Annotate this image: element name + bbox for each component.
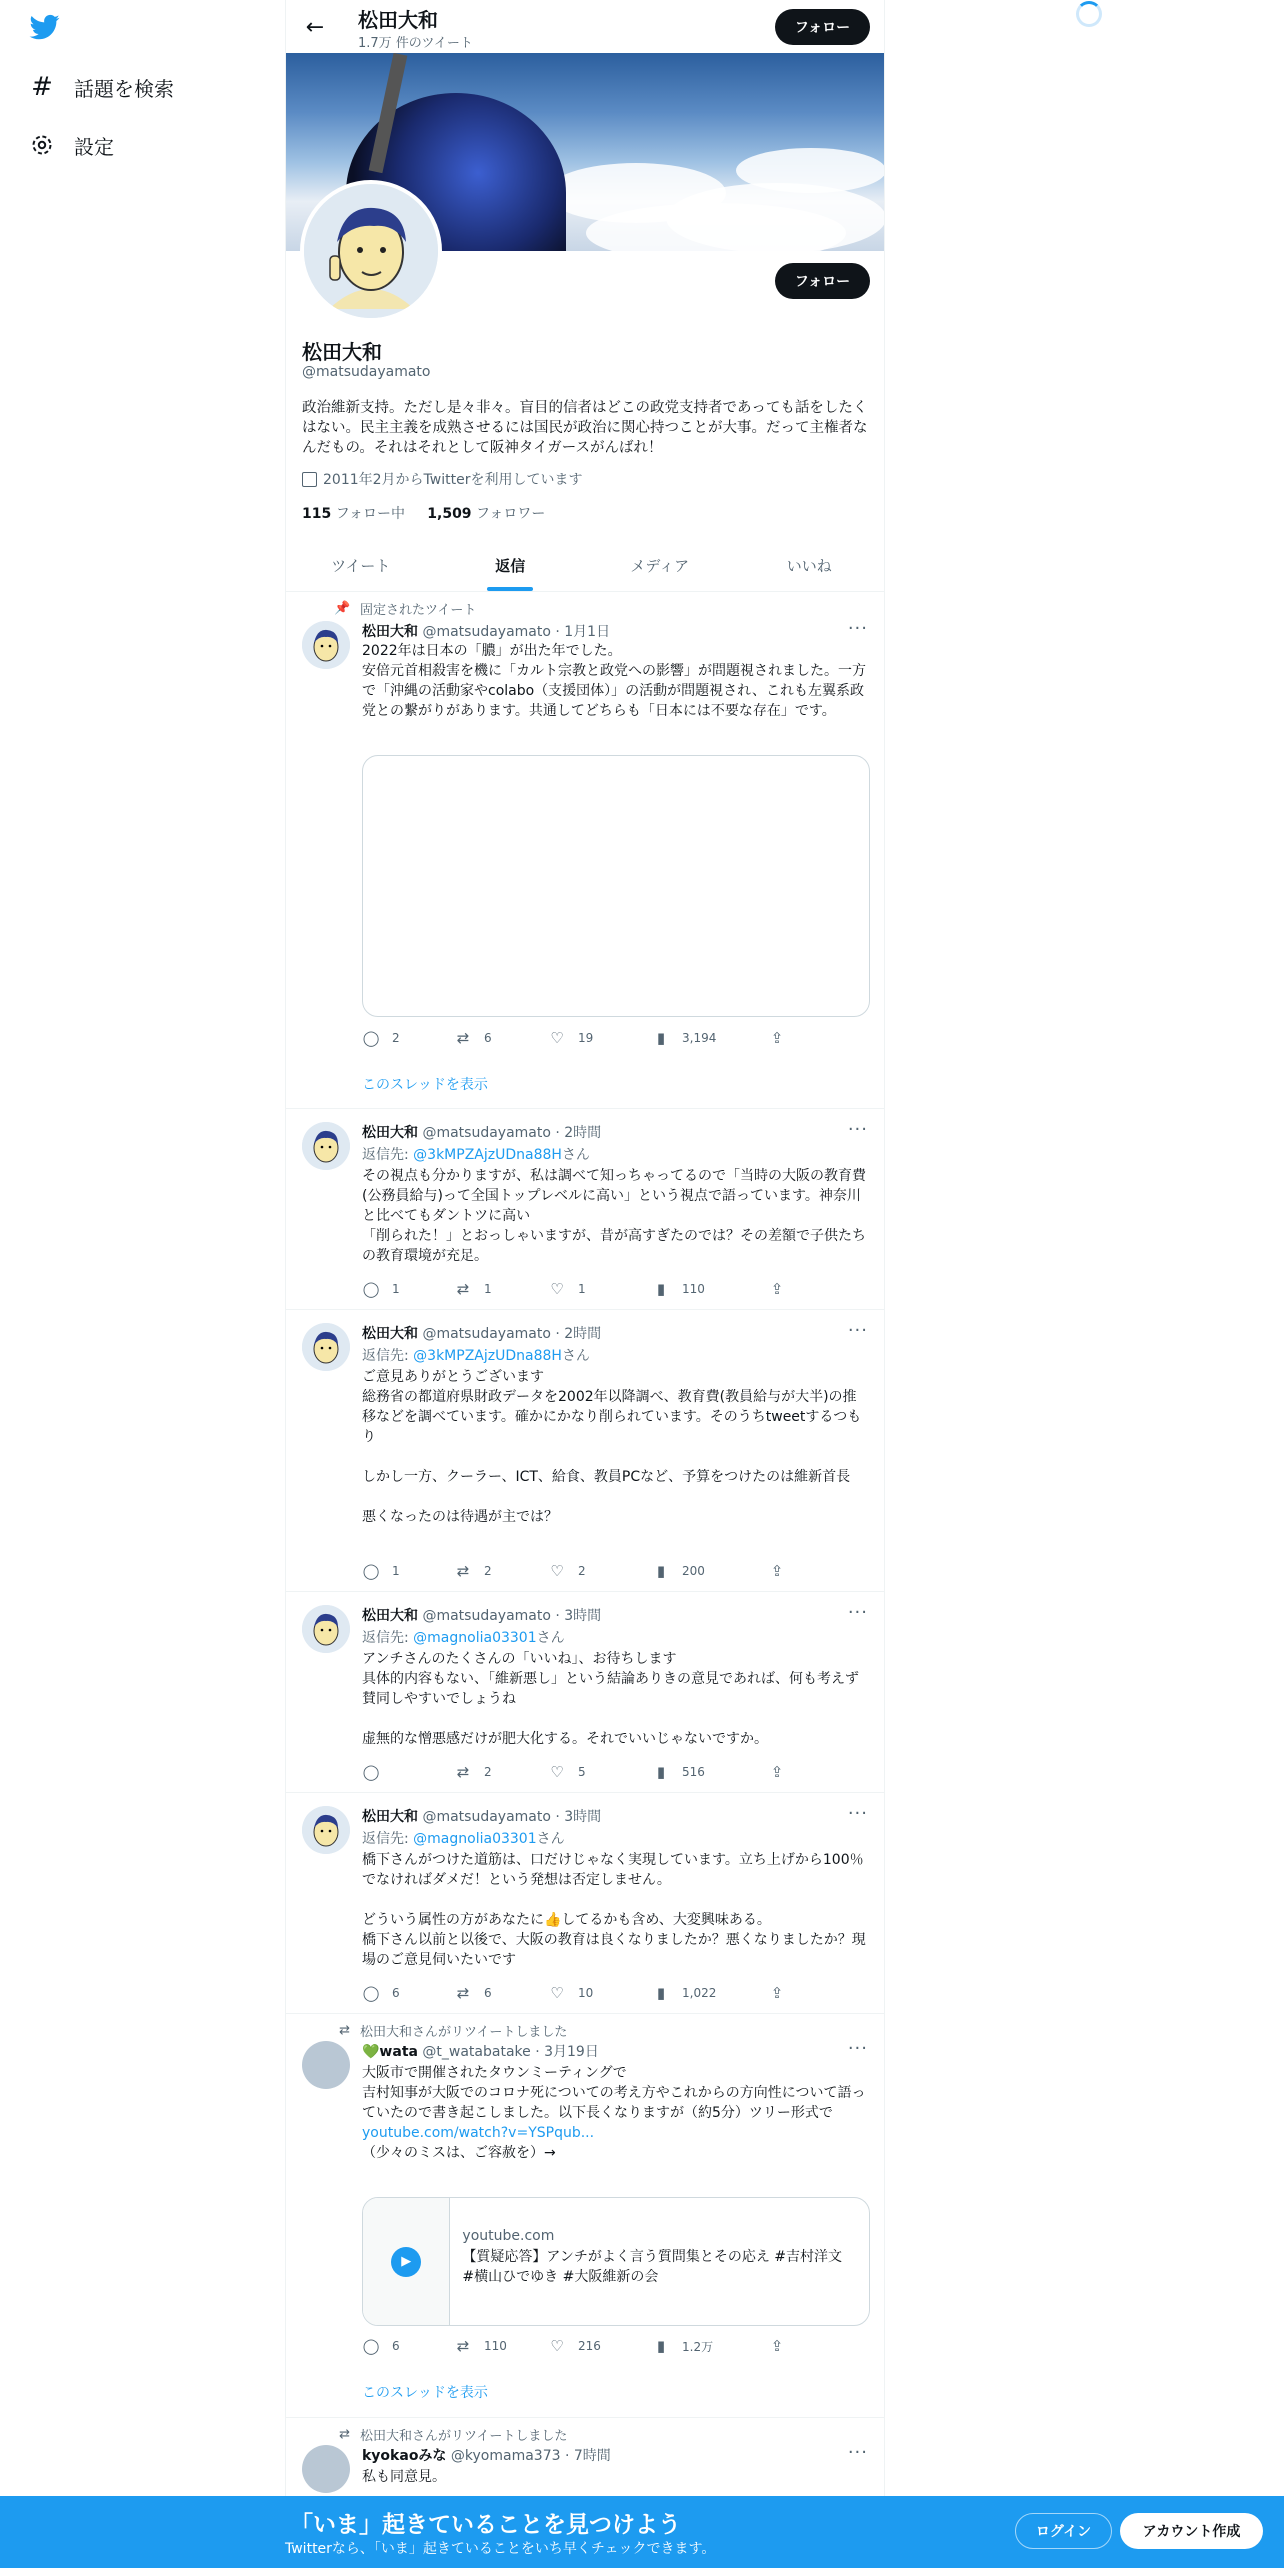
signup-banner [0,2496,1284,2568]
share-button[interactable] [768,1280,798,1298]
profile-timeline [285,0,885,2568]
tweet-header: 松田大和 @matsudayamato · 3時間 [362,1608,602,1624]
followers-link[interactable]: 1,509 フォロワー [427,506,546,522]
avatar[interactable] [302,1122,350,1170]
tab-likes[interactable]: いいね [786,557,832,575]
following-link[interactable]: 115 フォロー中 [302,506,405,522]
like-button[interactable]: ♡ 19 [548,1029,593,1047]
heart-icon: ♡ [550,2337,564,2355]
retweet-button[interactable]: ⇄ 1 [454,1280,492,1298]
views-button[interactable]: ▮ 3,194 [652,1029,716,1047]
reply-to: 返信先: @magnolia03301さん [362,1630,565,1646]
tweet-header: 松田大和 @matsudayamato · 3時間 [362,1809,602,1825]
reply-to: 返信先: @3kMPZAjzUDna88Hさん [362,1348,590,1364]
avatar[interactable] [302,2445,350,2493]
nav-explore-label: 話題を検索 [74,76,174,101]
reply-button[interactable]: ◯ 1 [362,1562,400,1580]
reply-to-mention[interactable]: @magnolia03301 [413,1831,537,1847]
retweet-icon: ⇄ [456,2337,470,2355]
like-button[interactable]: ♡ 216 [548,2337,601,2355]
reply-button[interactable] [362,1763,392,1781]
tweet-media[interactable] [362,755,870,1017]
tab-replies[interactable]: 返信 [436,540,586,591]
share-icon: ⇪ [770,1029,784,1047]
views-button[interactable]: ▮ 200 [652,1562,705,1580]
avatar[interactable] [302,1806,350,1854]
nav-settings[interactable] [28,120,114,170]
more-icon[interactable]: ··· [847,2442,868,2463]
tweet-reply[interactable] [286,1311,884,1592]
share-icon: ⇪ [770,2337,784,2355]
like-button[interactable]: ♡ 10 [548,1984,593,2002]
reply-icon: ◯ [362,1029,380,1047]
profile-joined [302,469,582,489]
views-icon: ▮ [656,2337,666,2355]
like-button[interactable]: ♡ 2 [548,1562,586,1580]
retweet-icon: ⇄ [456,1984,470,2002]
author-meta: @matsudayamato · 1月1日 [422,624,611,640]
share-button[interactable] [768,1984,798,2002]
retweet-context: ⇄ 松田大和さんがリツイートしました [334,2021,567,2040]
reply-button[interactable]: ◯ 6 [362,1984,400,2002]
tweet-text: 大阪市で開催されたタウンミーティングで 吉村知事が大阪でのコロナ死についての考え方やこれからの方向性について語っていたので書き起こしました。以下長くなりますが（約5分）ツリー形式で youtube.com/watch?v=YSPqub... （少々のミスは、ご容赦を）→ [362,2065,866,2161]
reply-to: 返信先: @3kMPZAjzUDna88Hさん [362,1147,590,1163]
tweet-actions [362,1984,802,2004]
more-icon[interactable]: ··· [847,1602,868,1623]
show-thread-link[interactable]: このスレッドを表示 [362,1077,488,1093]
pinned-context: 📌 固定されたツイート [334,601,477,618]
reply-to-mention[interactable]: @magnolia03301 [413,1630,537,1646]
signup-button[interactable]: アカウント作成 [1120,2513,1263,2549]
tweet-header [362,621,610,641]
login-button[interactable]: ログイン [1015,2513,1112,2549]
profile-stats [302,503,545,523]
views-icon: ▮ [656,1029,666,1047]
heart-icon: ♡ [550,1562,564,1580]
link-card[interactable] [362,2197,870,2326]
views-button[interactable]: ▮ 1.2万 [652,2337,713,2355]
hash-icon: # [31,72,53,102]
avatar[interactable] [302,621,350,669]
like-button[interactable]: ♡ 5 [548,1763,586,1781]
reply-icon: ◯ [362,1280,380,1298]
tweet-text: その視点も分かりますが、私は調べて知っちゃってるので「当時の大阪の教育費(公務員給与)って全国トップレベルに高い」という視点で語っています。神奈川と比べてもダントツに高い 「削られた！」とおっしゃいますが、昔が高すぎたのでは？その差額で子供たちの教育環境が充足。 [362,1168,866,1264]
like-button[interactable]: ♡ 1 [548,1280,586,1298]
tweet-header: 💚wata @t_watabatake · 3月19日 [362,2044,599,2060]
heart-icon: ♡ [550,1984,564,2002]
tweet-text: アンチさんのたくさんの「いいね」、お待ちします 具体的内容もない、「維新悪し」という結論ありきの意見であれば、何も考えず賛同しやすいでしょうね 虚無的な憎悪感だけが肥大化する。それでいいじゃないですか。 [362,1651,859,1747]
reply-icon: ◯ [362,2337,380,2355]
share-button[interactable] [768,2337,798,2355]
tweet-pinned[interactable] [286,593,884,1109]
reply-button[interactable]: ◯ 2 [362,1029,400,1047]
retweet-context: ⇄ 松田大和さんがリツイートしました [334,2425,567,2444]
banner-subtitle: Twitterなら、「いま」起きていることをいち早くチェックできます。 [285,2541,716,2557]
tab-media[interactable]: メディア [630,557,690,575]
views-button[interactable]: ▮ 1,022 [652,1984,716,2002]
reply-icon: ◯ [362,1562,380,1580]
views-button[interactable]: ▮ 110 [652,1280,705,1298]
retweet-button[interactable]: ⇄ 6 [454,1029,492,1047]
tweet-actions [362,2337,802,2357]
heart-icon: ♡ [550,1280,564,1298]
retweet-button[interactable]: ⇄ 2 [454,1562,492,1580]
play-icon: ▶ [391,2247,421,2277]
reply-icon: ◯ [362,1984,380,2002]
avatar[interactable] [302,1605,350,1653]
heart-icon: ♡ [550,1029,564,1047]
profile-handle: @matsudayamato [302,364,431,380]
card-title: 【質疑応答】アンチがよく言う質問集とその応え #吉村洋文 #横山ひでゆき #大阪維新の会 [462,2249,843,2285]
share-button[interactable] [768,1763,798,1781]
reply-to: 返信先: @magnolia03301さん [362,1831,565,1847]
card-domain: youtube.com [462,2228,555,2244]
tweet-header: 松田大和 @matsudayamato · 2時間 [362,1125,602,1141]
tweet-text: 橋下さんがつけた道筋は、口だけじゃなく実現しています。立ち上げから100％でなければダメだ！という発想は否定しません。 どういう属性の方があなたに👍してるかも含め、大変興味ある。 橋下さん以前と以後で、大阪の教育は良くなりましたか？悪くなりましたか？現場のご意見伺いたいです [362,1852,866,1968]
reply-button[interactable]: ◯ 6 [362,2337,400,2355]
header-tweet-count: 1.7万 件のツイート [358,36,473,51]
share-icon: ⇪ [770,1984,784,2002]
retweet-button[interactable]: ⇄ 2 [454,1763,492,1781]
nav-settings-label: 設定 [74,134,114,159]
more-icon[interactable]: ··· [847,2038,868,2059]
more-icon[interactable]: ··· [847,1803,868,1824]
retweet-button[interactable]: ⇄ 6 [454,1984,492,2002]
header-follow-button[interactable]: フォロー [775,9,870,45]
tweet-actions [362,1562,802,1582]
more-icon[interactable]: ··· [847,1119,868,1140]
reply-to-mention[interactable]: @3kMPZAjzUDna88H [413,1348,562,1364]
heart-icon: ♡ [550,1763,564,1781]
header-name: 松田大和 [358,8,438,32]
profile-name: 松田大和 [302,340,382,364]
tweet-text: ご意見ありがとうございます 総務省の都道府県財政データを2002年以降調べ、教育費(教員給与が大半)の推移などを調べています。確かにかなり削られています。そのうちtweetするつもり しかし一方、クーラー、ICT、給食、教員PCなど、予算をつけたのは維新首長 悪くなったのは待遇が主では？ [362,1369,862,1525]
avatar[interactable] [302,2041,350,2089]
reply-to-mention[interactable]: @3kMPZAjzUDna88H [413,1147,562,1163]
share-icon: ⇪ [770,1562,784,1580]
pin-icon: 📌 [334,601,351,616]
share-icon: ⇪ [770,1280,784,1298]
tab-tweets[interactable]: ツイート [331,557,391,575]
gear-icon [28,131,56,159]
profile-bio: 政治維新支持。ただし是々非々。盲目的信者はどこの政党支持者であっても話をしたくはない。民主主義を成熟させるには国民が政治に関心持つことが大事。だって主権者なんだもの。それはそれとして阪神タイガースがんばれ！ [302,400,868,456]
retweet-icon: ⇄ [456,1029,470,1047]
nav-explore[interactable] [28,62,174,112]
share-icon: ⇪ [770,1763,784,1781]
retweet-icon: ⇄ [456,1763,470,1781]
share-button[interactable] [768,1562,798,1580]
tweet-link[interactable]: youtube.com/watch?v=YSPqub... [362,2125,595,2141]
retweet-icon: ⇄ [339,2023,350,2038]
views-icon: ▮ [656,1280,666,1298]
author-name[interactable]: 松田大和 [362,624,418,640]
more-icon[interactable]: ··· [847,618,868,639]
card-thumbnail [363,2198,450,2325]
tweet-actions [362,1280,802,1300]
views-icon: ▮ [656,1562,666,1580]
tweet-text: 2022年は日本の「膿」が出た年でした。 安倍元首相殺害を機に「カルト宗教と政党への影響」が問題視されました。一方で「沖縄の活動家やcolabo（支援団体）」の活動が問題視され、これも左翼系政党との繋がりがあります。共通してどちらも「日本には不要な存在」です。 [362,643,866,719]
loading-spinner-icon [1076,1,1102,27]
tweet-reply[interactable] [286,1110,884,1310]
profile-avatar[interactable] [300,180,442,322]
tweet-text: 私も同意見。 [362,2469,446,2485]
views-button[interactable]: ▮ 516 [652,1763,705,1781]
views-icon: ▮ [656,1763,666,1781]
tweet-retweeted[interactable] [286,2015,884,2418]
banner-title: 「いま」起きていることを見つけよう [290,2512,681,2538]
back-arrow-icon[interactable]: ← [305,14,325,40]
profile-follow-button[interactable]: フォロー [775,263,870,299]
tweet-reply[interactable] [286,1794,884,2014]
tweet-actions [362,1029,802,1049]
tweet-reply[interactable] [286,1593,884,1793]
tweet-header: 松田大和 @matsudayamato · 2時間 [362,1326,602,1342]
profile-tabs [286,540,884,592]
retweet-icon: ⇄ [456,1280,470,1298]
avatar[interactable] [302,1323,350,1371]
joined-text: 2011年2月からTwitterを利用しています [323,472,583,488]
tweet-actions [362,1763,802,1783]
reply-button[interactable]: ◯ 1 [362,1280,400,1298]
retweet-button[interactable]: ⇄ 110 [454,2337,507,2355]
retweet-icon: ⇄ [456,1562,470,1580]
reply-icon: ◯ [362,1763,380,1781]
calendar-icon [302,472,317,487]
more-icon[interactable]: ··· [847,1320,868,1341]
tweet-header: kyokaoみな @kyomama373 · 7時間 [362,2448,611,2464]
profile-header-bar [286,0,884,53]
show-thread-link[interactable]: このスレッドを表示 [362,2385,488,2401]
views-icon: ▮ [656,1984,666,2002]
twitter-logo-icon[interactable] [28,12,62,42]
share-button[interactable] [768,1029,798,1047]
retweet-icon: ⇄ [339,2427,350,2442]
